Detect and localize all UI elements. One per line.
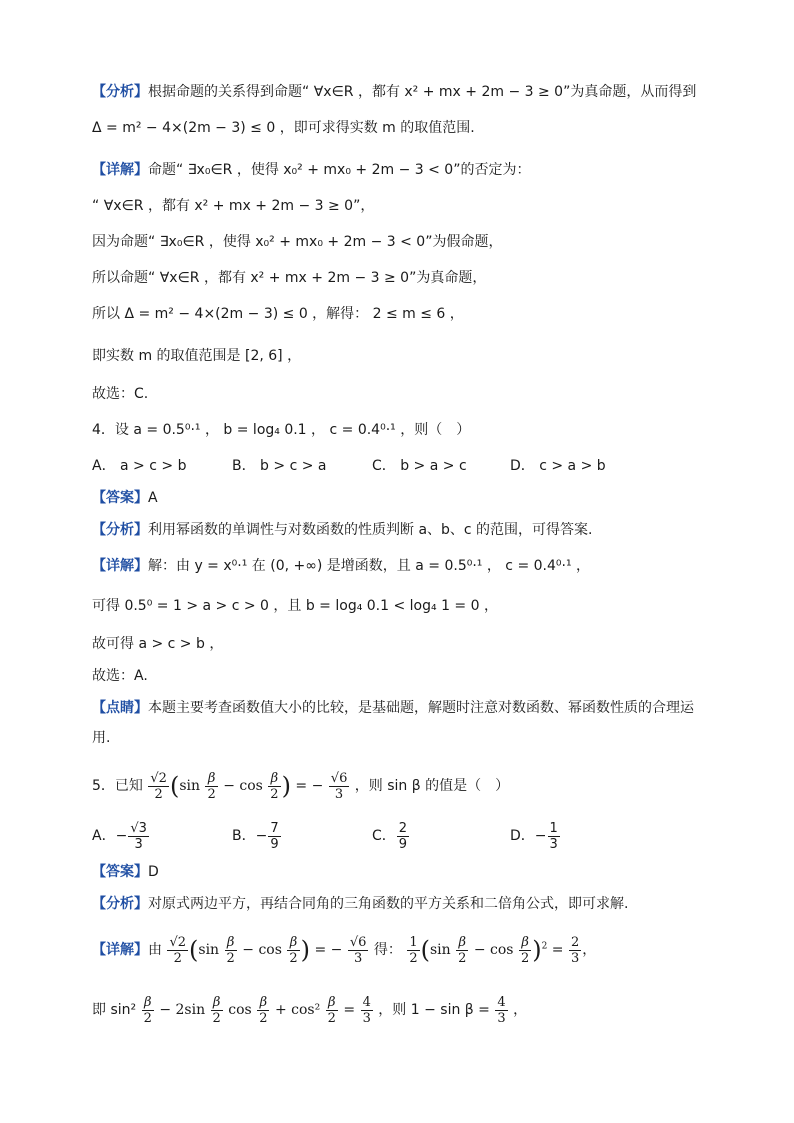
option-c: C． b > a > c (372, 458, 467, 474)
detail-tag: 【详解】 (92, 162, 148, 178)
detail-line-2: “ ∀x∈R ，都有 x² + mx + 2m − 3 ≥ 0”， (92, 198, 375, 214)
detail-line-6: 即实数 m 的取值范围是 [2, 6] ， (92, 348, 302, 364)
option-a: A． a > c > b (92, 458, 187, 474)
note-line-2: 用. (92, 730, 111, 746)
detail-line-5: 所以 Δ = m² − 4×(2m − 3) ≤ 0 ，解得： 2 ≤ m ≤ 6 ， (92, 306, 464, 322)
answer-line: 【答案】D (92, 864, 159, 880)
option-c: C． $\frac{2}{9}$ (372, 820, 408, 852)
option-a: A．− $\frac{√3}{3}$ (92, 820, 147, 852)
analysis-line: 【分析】利用幂函数的单调性与对数函数的性质判断 a、b、c 的范围，可得答案. (92, 522, 593, 538)
question-5-options (92, 818, 712, 854)
detail-line-7: 故选：C. (92, 386, 149, 402)
question-5: 5．已知 $\frac{√2}{2}$ (sin $\frac{\beta}{2}$ − cos $\frac{\beta}{2}$ ) = − $\frac{√6}{3}$ ，则 sin β 的值是（ ） (92, 770, 510, 802)
analysis-line: 【分析】对原式两边平方，再结合同角的三角函数的平方关系和二倍角公式，即可求解. (92, 896, 629, 912)
detail-line-1: 【详解】命题“ ∃x₀∈R ，使得 x₀² + mx₀ + 2m − 3 < 0”的否定为： (92, 162, 531, 178)
document-page (92, 0, 712, 1123)
option-b: B．− $\frac{7}{9}$ (232, 820, 279, 852)
option-d: D．− $\frac{1}{3}$ (510, 820, 558, 852)
analysis-tag: 【分析】 (92, 84, 148, 100)
detail-line: 可得 0.5⁰ = 1 > a > c > 0 ，且 b = log₄ 0.1 < log₄ 1 = 0 ， (92, 598, 498, 614)
option-d: D． c > a > b (510, 458, 606, 474)
detail-line: 即 sin² $\frac{\beta}{2}$ − 2sin $\frac{\beta}{2}$ cos $\frac{\beta}{2}$ + cos² $\frac{\beta}{2}$ = $\frac{4}{3}$ ，则 1 − sin β = $\frac{4}{3}$ ， (92, 994, 528, 1026)
option-b: B． b > c > a (232, 458, 327, 474)
detail-line: 【详解】解：由 y = x⁰·¹ 在 (0, +∞) 是增函数，且 a = 0.5⁰·¹ ， c = 0.4⁰·¹ ， (92, 558, 591, 574)
answer-line: 【答案】A (92, 490, 158, 506)
analysis-line-1: 【分析】根据命题的关系得到命题“ ∀x∈R ，都有 x² + mx + 2m − 3 ≥ 0”为真命题，从而得到 (92, 84, 697, 100)
question-4: 4．设 a = 0.5⁰·¹ ， b = log₄ 0.1 ， c = 0.4⁰·¹ ，则（ ） (92, 422, 471, 438)
detail-line: 故选：A. (92, 668, 148, 684)
analysis-line-2: Δ = m² − 4×(2m − 3) ≤ 0 ，即可求得实数 m 的取值范围. (92, 120, 475, 136)
detail-line: 故可得 a > c > b ， (92, 636, 224, 652)
detail-line-3: 因为命题“ ∃x₀∈R ，使得 x₀² + mx₀ + 2m − 3 < 0”为假命题， (92, 234, 503, 250)
detail-line-4: 所以命题“ ∀x∈R ，都有 x² + mx + 2m − 3 ≥ 0”为真命题， (92, 270, 487, 286)
detail-line: 【详解】由 $\frac{√2}{2}$ (sin $\frac{\beta}{2}$ − cos $\frac{\beta}{2}$ ) = − $\frac{√6}{3}$ 得： $\frac{1}{2}$ (sin $\frac{\beta}{2}$ − cos $\frac{\beta}{2}$ )$^2$ = $\frac{2}{3}$ ， (92, 934, 597, 966)
note-line-1: 【点睛】本题主要考查函数值大小的比较，是基础题，解题时注意对数函数、幂函数性质的合理运 (92, 700, 694, 716)
